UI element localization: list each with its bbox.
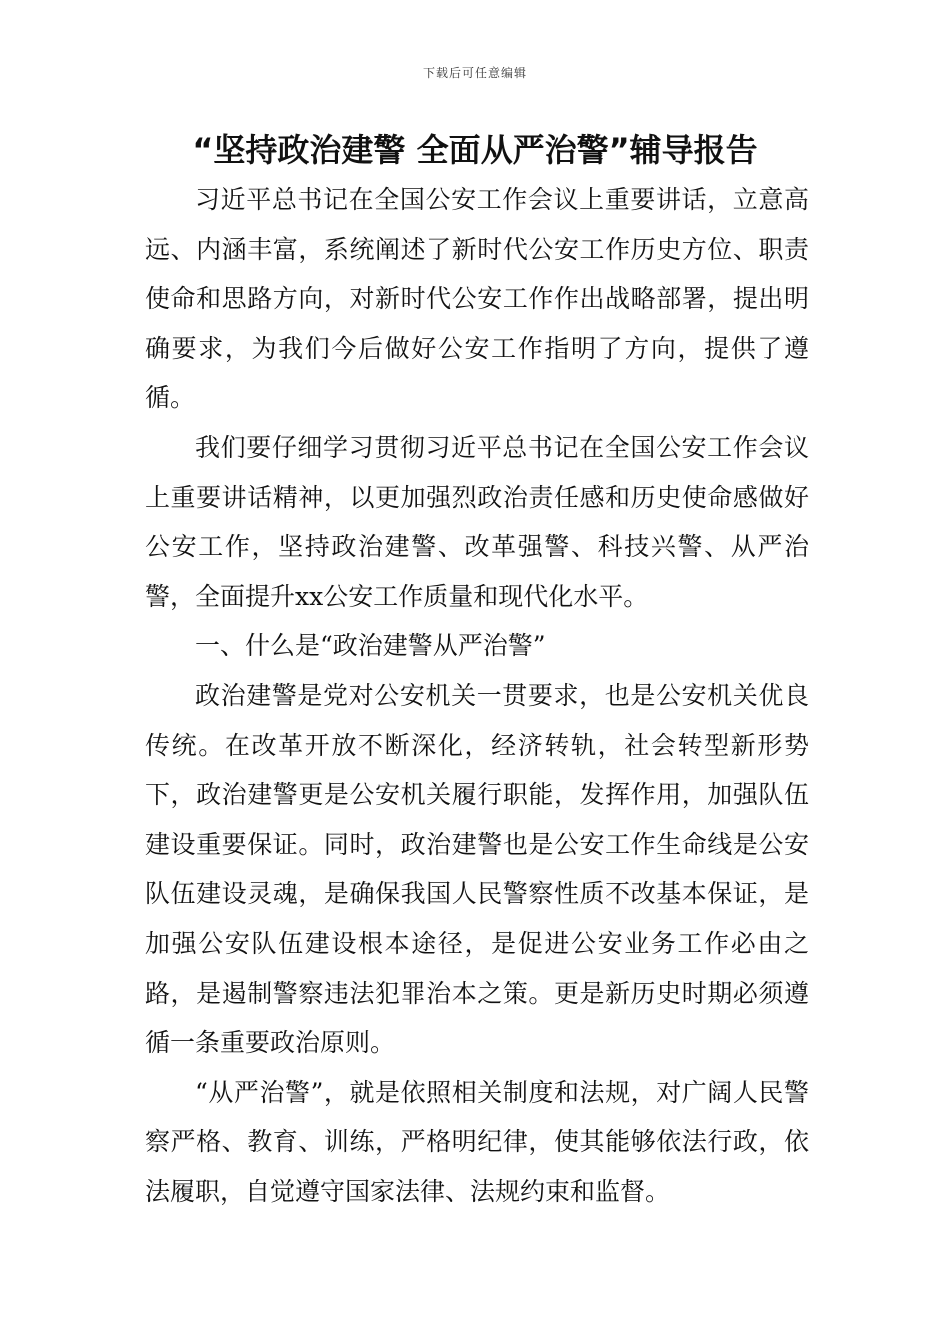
paragraph-2: 我们要仔细学习贯彻习近平总书记在全国公安工作会议上重要讲话精神，以更加强烈政治责任感和历史使命感做好公安工作，坚持政治建警、改革强警、科技兴警、从严治警，全面提升xx公安工作质量和现代化水平。	[145, 432, 809, 611]
section-heading-1: 一、什么是“政治建警从严治警”	[195, 631, 546, 661]
paragraph-3: 政治建警是党对公安机关一贯要求，也是公安机关优良传统。在改革开放不断深化，经济转轨，社会转型新形势下，政治建警更是公安机关履行职能，发挥作用，加强队伍建设重要保证。同时，政治建警也是公安工作生命线是公安队伍建设灵魂，是确保我国人民警察性质不改基本保证，是加强公安队伍建设根本途径，是促进公安业务工作必由之路，是遏制警察违法犯罪治本之策。更是新历史时期必须遵循一条重要政治原则。	[145, 680, 809, 1058]
paragraph-1: 习近平总书记在全国公安工作会议上重要讲话，立意高远、内涵丰富，系统阐述了新时代公安工作历史方位、职责使命和思路方向，对新时代公安工作作出战略部署，提出明确要求，为我们今后做好公安工作指明了方向，提供了遵循。	[145, 185, 809, 413]
document-title: “坚持政治建警 全面从严治警”辅导报告	[192, 131, 758, 169]
paragraph-4: “从严治警”，就是依照相关制度和法规，对广阔人民警察严格、教育、训练，严格明纪律，使其能够依法行政，依法履职，自觉遵守国家法律、法规约束和监督。	[145, 1077, 809, 1206]
header-note: 下载后可任意编辑	[422, 66, 527, 80]
document-body	[145, 175, 809, 1216]
